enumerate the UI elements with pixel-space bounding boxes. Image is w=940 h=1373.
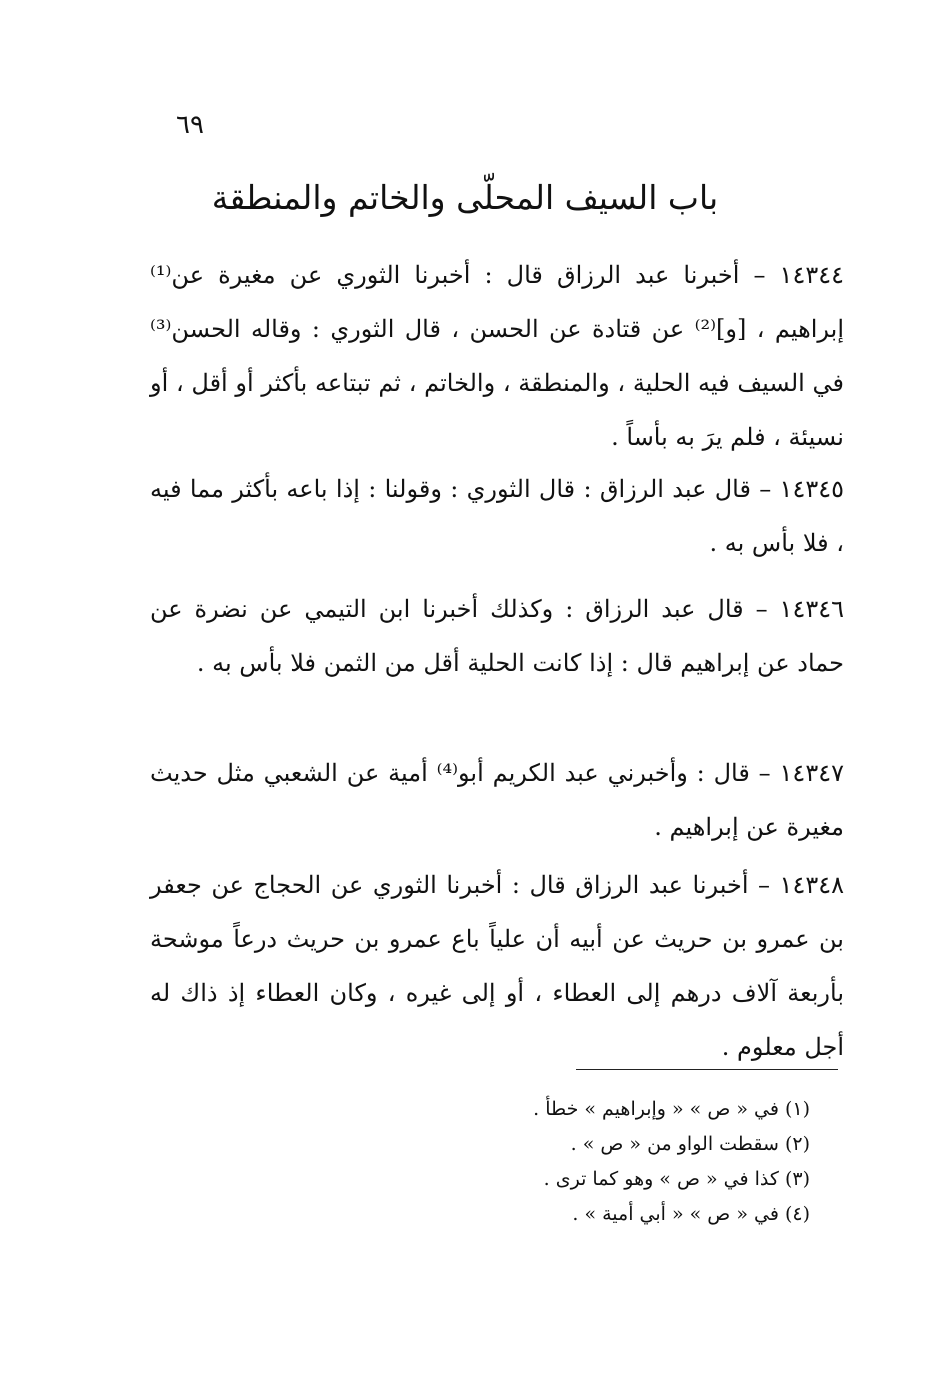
hadith-text: – قال عبد الرزاق : وكذلك أخبرنا ابن التيمي عن نضرة عن حماد عن إبراهيم قال : إذا كانت الحلية أقل من الثمن فلا بأس به . [150,595,844,677]
hadith-number: ١٤٣٤٨ [779,871,844,899]
footnote: (١) في « ص » « وإبراهيم » خطأ . [533,1098,810,1120]
footnote: (٤) في « ص » « أبي أمية » . [572,1203,810,1225]
chapter-title: باب السيف المحلّى والخاتم والمنطقة [211,178,719,217]
page-number: ٦٩ [176,110,204,140]
footnote: (٢) سقطت الواو من « ص » . [570,1133,810,1155]
footnote: (٣) كذا في « ص » وهو كما ترى . [543,1168,810,1190]
hadith-text: – أخبرنا عبد الرزاق قال : أخبرنا الثوري عن مغيرة عن⁽¹⁾ إبراهيم ، [و]⁽²⁾ عن قتادة عن الحسن ، قال الثوري : وقاله الحسن⁽³⁾ في السيف فيه الحلية ، والمنطقة ، والخاتم ، ثم تبتاعه بأكثر أو أقل ، أو نسيئة ، فلم يرَ به بأساً . [150,261,844,451]
hadith-entry [150,248,844,464]
hadith-number: ١٤٣٤٦ [779,595,844,623]
footnotes [300,1092,810,1232]
hadith-text: – قال : وأخبرني عبد الكريم أبو⁽⁴⁾ أمية عن الشعبي مثل حديث مغيرة عن إبراهيم . [150,759,844,841]
hadith-number: ١٤٣٤٥ [779,475,844,503]
hadith-text: – أخبرنا عبد الرزاق قال : أخبرنا الثوري عن الحجاج عن جعفر بن عمرو بن حريث عن أبيه أن علياً باع عمرو بن حريث درعاً موشحة بأربعة آلاف درهم إلى العطاء ، أو إلى غيره ، وكان العطاء إذ ذاك له أجل معلوم . [150,871,844,1061]
hadith-number: ١٤٣٤٧ [779,759,844,787]
footnote-separator [576,1069,838,1070]
hadith-number: ١٤٣٤٤ [779,261,844,289]
hadith-entry [150,582,844,690]
hadith-entry [150,858,844,1074]
hadith-entry [150,462,844,570]
hadith-text: – قال عبد الرزاق : قال الثوري : وقولنا : إذا باعه بأكثر مما فيه ، فلا بأس به . [150,475,844,557]
hadith-entry [150,746,844,854]
